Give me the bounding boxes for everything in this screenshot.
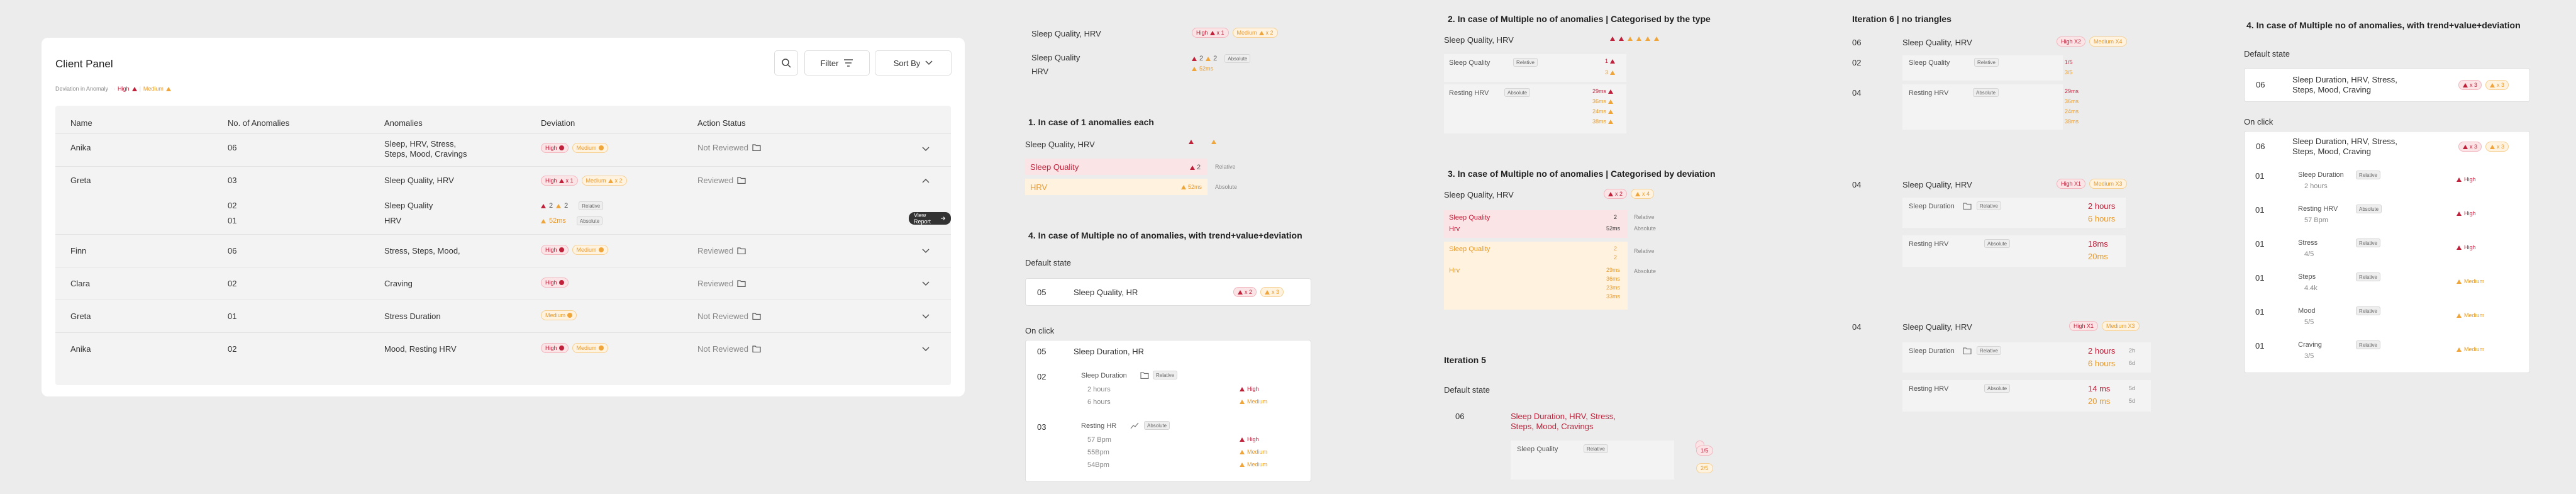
case3-high-block: Sleep Quality Hrv 2 52ms xyxy=(1444,210,1628,238)
legend-label: Deviation in Anomaly xyxy=(55,86,109,92)
action-status: Not Reviewed xyxy=(697,143,761,152)
anomaly-count: 06 xyxy=(228,246,237,255)
table-row[interactable] xyxy=(55,267,951,300)
medium-pill: Medium xyxy=(572,143,608,153)
anomaly-list: Sleep Quality, HRV xyxy=(384,176,454,185)
medium-triangle-icon xyxy=(2457,347,2462,352)
strip-ms: 52ms xyxy=(1192,65,1213,72)
item-label: Mood xyxy=(2298,307,2316,315)
medium-pill: Medium xyxy=(541,310,577,320)
client-panel xyxy=(42,38,965,396)
item-tag: Absolute xyxy=(2356,205,2382,213)
high-triangle-icon xyxy=(2457,245,2462,250)
sub-label: Sleep Quality xyxy=(384,201,433,210)
medium-dot-icon xyxy=(599,345,604,351)
item-value: 4/5 xyxy=(2304,250,2314,258)
item-tag: Relative xyxy=(2356,239,2380,247)
sub-count: 01 xyxy=(228,216,237,225)
on-click-label: On click xyxy=(2244,117,2273,126)
item-tag: Relative xyxy=(2356,272,2380,281)
high-triangle-icon xyxy=(132,87,137,91)
relative-note: Relative xyxy=(1634,214,1655,220)
iter6-sleep-duration: Sleep Duration Relative 2 hours 6 hours 2h 6d xyxy=(1902,342,2151,373)
deviation-pills xyxy=(541,143,608,153)
table-row-expanded[interactable] xyxy=(55,166,951,234)
medium-pill: x 3 xyxy=(2485,80,2509,90)
iter6-pills xyxy=(2057,179,2127,189)
case2-triangles xyxy=(1610,36,1659,41)
filter-icon xyxy=(843,59,853,67)
col-header-anomalies: Anomalies xyxy=(384,118,423,128)
absolute-tag: Absolute xyxy=(1224,54,1250,63)
medium-pill: Medium x 2 xyxy=(582,176,627,186)
item-count: 01 xyxy=(2255,341,2265,351)
table-row[interactable] xyxy=(55,332,951,365)
item-count: 01 xyxy=(2255,171,2265,181)
item-level: High xyxy=(2457,244,2476,250)
action-status: Reviewed xyxy=(697,279,746,288)
anomaly-count: 03 xyxy=(228,176,237,185)
case4b-default-card[interactable]: 06 Sleep Duration, HRV, Stress, Steps, Mood, Craving x 3 x 3 xyxy=(2244,68,2530,102)
anomaly-item xyxy=(2244,271,2530,302)
iter5-list: Sleep Duration, HRV, Stress, Steps, Mood, Cravings xyxy=(1511,412,1616,431)
filter-button[interactable] xyxy=(804,50,870,76)
medium-triangle-icon xyxy=(1206,57,1211,61)
medium-pill: Medium X4 xyxy=(2089,36,2127,47)
case4a-open-card[interactable]: 05 Sleep Duration, HR 02 Sleep Duration Relative 2 hours 6 hours High Medium 03 Resting HR Absolute 57 Bpm 55Bpm 54Bpm High Medium Medium xyxy=(1025,340,1311,482)
folder-icon xyxy=(752,313,761,320)
col-header-deviation: Deviation xyxy=(541,118,575,128)
folder-icon xyxy=(737,280,746,287)
medium-dot-icon xyxy=(567,313,572,318)
medium-pill: Medium X3 xyxy=(2089,179,2127,189)
sort-label: Sort By xyxy=(893,58,921,68)
anomaly-list: Stress Duration xyxy=(384,312,441,321)
item-tag: Relative xyxy=(2356,306,2380,315)
case1-row-medium: HRV 52ms xyxy=(1025,179,1208,195)
high-pill: High X1 xyxy=(2069,321,2098,331)
item-value: 5/5 xyxy=(2304,318,2314,326)
case3-title: Sleep Quality, HRV xyxy=(1444,190,1514,199)
folder-icon xyxy=(752,144,761,151)
strip-values: 2 2 Absolute xyxy=(1192,54,1250,63)
high-triangle-icon xyxy=(2457,211,2462,216)
deviation-pills xyxy=(541,343,608,353)
sub-label: HRV xyxy=(384,216,402,225)
medium-dot-icon xyxy=(599,145,604,150)
high-dot-icon xyxy=(559,145,564,150)
high-triangle-icon xyxy=(1210,31,1215,35)
client-name: Clara xyxy=(70,279,91,288)
client-name: Anika xyxy=(70,344,91,354)
item-level: Medium xyxy=(2457,312,2484,318)
strip-pills xyxy=(1192,28,1278,38)
case3-medium-block: Sleep Quality Hrv 2 2 29ms 36ms 23ms 33ms xyxy=(1444,242,1628,310)
sort-by-button[interactable] xyxy=(875,50,952,76)
anomaly-count: 02 xyxy=(228,344,237,354)
medium-pill: x 4 xyxy=(1631,189,1654,199)
anomaly-item xyxy=(2244,169,2530,200)
case2-title: Sleep Quality, HRV xyxy=(1444,35,1514,45)
iter5-count: 06 xyxy=(1455,412,1465,421)
high-pill: x 3 xyxy=(2458,80,2482,90)
high-pill: High x 1 xyxy=(541,176,578,186)
medium-triangle-icon xyxy=(541,219,546,223)
anomaly-list: Stress, Steps, Mood, xyxy=(384,246,460,255)
chevron-down-icon[interactable] xyxy=(922,249,930,254)
chevron-down-icon xyxy=(925,60,933,65)
item-count: 01 xyxy=(2255,307,2265,317)
high-pill: x 2 xyxy=(1233,287,1257,297)
relative-note: Relative xyxy=(1215,164,1236,170)
case4a-heading: 4. In case of Multiple no of anomalies, with trend+value+deviation xyxy=(1028,230,1302,240)
medium-pill: Medium xyxy=(572,245,608,255)
case1-triangles xyxy=(1189,140,1216,144)
medium-triangle-icon xyxy=(1181,185,1186,189)
anomaly-list: Mood, Resting HRV xyxy=(384,344,457,354)
medium-dot-icon xyxy=(599,247,604,252)
action-status: Reviewed xyxy=(697,246,746,255)
iter6-resting-hrv: Resting HRV Absolute 14 ms 20 ms 5d 5d xyxy=(1902,380,2151,412)
high-pill: High x 1 xyxy=(1192,28,1229,38)
folder-icon xyxy=(1140,372,1149,379)
deviation-pills xyxy=(541,245,608,255)
folder-icon xyxy=(752,345,761,352)
high-triangle-icon xyxy=(1189,140,1194,144)
medium-triangle-icon xyxy=(2457,279,2462,284)
medium-pill: x 3 xyxy=(2485,142,2509,152)
action-status: Not Reviewed xyxy=(697,344,761,354)
client-name: Finn xyxy=(70,246,87,255)
case1-row-high: Sleep Quality 2 xyxy=(1025,159,1208,175)
high-triangle-icon xyxy=(541,204,546,208)
high-pill: x 2 xyxy=(1604,189,1627,199)
case3-pills xyxy=(1604,189,1654,199)
chevron-down-icon[interactable] xyxy=(922,314,930,319)
item-label: Sleep Duration xyxy=(2298,171,2344,179)
case2-resting-hrv: Resting HRV Absolute 29ms 36ms 24ms 38ms xyxy=(1444,84,1626,133)
item-level: Medium xyxy=(2457,346,2484,352)
sub-deviation: 52ms Absolute xyxy=(541,216,602,225)
action-status: Reviewed xyxy=(697,176,746,185)
anomaly-count: 01 xyxy=(228,312,237,321)
medium-triangle-icon xyxy=(1192,67,1197,71)
client-name: Greta xyxy=(70,312,91,321)
item-count: 01 xyxy=(2255,239,2265,249)
legend-medium: Medium xyxy=(143,86,164,92)
folder-icon xyxy=(737,247,746,254)
high-pill: High X1 xyxy=(2057,179,2085,189)
folder-icon xyxy=(737,177,746,184)
anomaly-list: Craving xyxy=(384,279,413,288)
trend-chart-icon xyxy=(1130,422,1139,429)
legend-high: High xyxy=(118,86,130,92)
case1-heading: 1. In case of 1 anomalies each xyxy=(1028,117,1154,127)
case2-heading: 2. In case of Multiple no of anomalies | Categorised by the type xyxy=(1448,14,1711,24)
arrow-right-icon xyxy=(941,216,946,221)
search-icon xyxy=(781,58,791,68)
iter6-heading: Iteration 6 | no triangles xyxy=(1852,14,1951,24)
item-label: Stress xyxy=(2298,239,2318,247)
iter6-sleep-quality: Sleep Quality Relative 1/5 3/5 xyxy=(1902,55,2063,81)
default-state-label: Default state xyxy=(1025,258,1071,267)
item-value: 3/5 xyxy=(2304,352,2314,360)
iter6-sleep-duration: Sleep Duration Relative 2 hours 6 hours xyxy=(1902,198,2126,228)
high-pill: x 3 xyxy=(2458,142,2482,152)
iter6-pills xyxy=(2057,36,2127,47)
high-pill: High xyxy=(541,278,569,288)
item-level: High xyxy=(2457,210,2476,216)
case1-title: Sleep Quality, HRV xyxy=(1025,140,1095,149)
item-count: 01 xyxy=(2255,205,2265,215)
absolute-note: Absolute xyxy=(1215,184,1238,190)
col-header-name: Name xyxy=(70,118,92,128)
iter6-resting-hrv: Resting HRV Absolute 18ms 20ms xyxy=(1902,235,2126,267)
item-value: 4.4k xyxy=(2304,284,2318,292)
strip-title: Sleep Quality, HRV xyxy=(1031,29,1101,38)
iter5-value-medium: 2/5 xyxy=(1696,463,1713,473)
chevron-down-icon[interactable] xyxy=(922,281,930,286)
page-title: Client Panel xyxy=(55,58,113,70)
relative-tag: Relative xyxy=(1153,371,1177,379)
sub-deviation: 2 2 Relative xyxy=(541,201,603,210)
case2-sleep-quality: Sleep Quality Relative 1 3 xyxy=(1444,54,1626,82)
high-triangle-icon xyxy=(1190,166,1195,170)
iter5-value-high: 1/5 xyxy=(1696,446,1713,456)
high-pill: High xyxy=(541,343,569,353)
deviation-legend: Deviation in Anomaly · High | Medium xyxy=(55,86,171,92)
anomaly-item xyxy=(2244,237,2530,268)
chevron-up-icon[interactable] xyxy=(922,178,930,183)
iter6-resting-hrv: Resting HRV Absolute 29ms 36ms 24ms 38ms xyxy=(1902,84,2063,130)
client-name: Anika xyxy=(70,143,91,152)
search-button[interactable] xyxy=(774,50,798,76)
medium-triangle-icon xyxy=(1259,31,1264,35)
item-value: 57 Bpm xyxy=(2304,216,2328,224)
anomaly-item xyxy=(2244,305,2530,336)
iter5-heading: Iteration 5 xyxy=(1444,355,1486,365)
high-pill: High X2 xyxy=(2057,36,2085,47)
high-triangle-icon xyxy=(1192,57,1197,61)
on-click-label: On click xyxy=(1025,326,1055,335)
anomaly-count: 02 xyxy=(228,279,237,288)
deviation-pills xyxy=(541,278,569,288)
default-state-label: Default state xyxy=(1444,385,1490,395)
case4a-default-card[interactable]: 05 Sleep Quality, HR x 2 x 3 xyxy=(1025,278,1311,306)
high-triangle-icon xyxy=(559,179,564,183)
iter6-pills xyxy=(2069,321,2140,331)
relative-tag: Relative xyxy=(579,201,603,210)
case4b-heading: 4. In case of Multiple no of anomalies, with trend+value+deviation xyxy=(2246,20,2521,30)
medium-triangle-icon xyxy=(166,87,171,91)
absolute-note: Absolute xyxy=(1634,268,1657,274)
high-dot-icon xyxy=(559,247,564,252)
item-count: 01 xyxy=(2255,273,2265,283)
medium-triangle-icon xyxy=(2457,313,2462,318)
item-label: Craving xyxy=(2298,341,2322,349)
item-label: Steps xyxy=(2298,273,2316,281)
action-status: Not Reviewed xyxy=(697,312,761,321)
folder-icon xyxy=(1963,347,1972,354)
high-pill: High xyxy=(541,245,569,255)
anomaly-item xyxy=(2244,203,2530,234)
deviation-pills xyxy=(541,310,577,320)
filter-label: Filter xyxy=(820,58,839,68)
high-dot-icon xyxy=(559,345,564,351)
table-row[interactable] xyxy=(55,234,951,267)
absolute-tag: Absolute xyxy=(577,216,602,225)
case4b-open-card[interactable]: 06 Sleep Duration, HRV, Stress, Steps, Mood, Craving x 3 x 3 xyxy=(2244,131,2530,373)
medium-pill: Medium xyxy=(572,343,608,353)
anomaly-item xyxy=(2244,339,2530,370)
relative-note: Relative xyxy=(1634,248,1655,254)
item-tag: Relative xyxy=(2356,171,2380,179)
high-dot-icon xyxy=(559,280,564,285)
medium-triangle-icon xyxy=(608,179,613,183)
strip-label: Sleep Quality xyxy=(1031,53,1080,62)
anomaly-count: 06 xyxy=(228,143,237,152)
iter5-sleep-quality: Sleep Quality Relative xyxy=(1511,441,1674,480)
default-state-label: Default state xyxy=(2244,49,2290,59)
medium-pill: Medium X3 xyxy=(2102,321,2140,331)
case3-heading: 3. In case of Multiple no of anomalies | Categorised by deviation xyxy=(1448,169,1716,179)
chevron-down-icon[interactable] xyxy=(922,147,930,152)
item-label: Resting HRV xyxy=(2298,205,2338,213)
deviation-pills xyxy=(541,176,627,186)
table-row[interactable] xyxy=(55,300,951,332)
client-name: Greta xyxy=(70,176,91,185)
view-report-button[interactable]: View Report xyxy=(909,212,951,225)
absolute-note: Absolute xyxy=(1634,225,1657,232)
folder-icon xyxy=(1963,203,1972,210)
item-tag: Relative xyxy=(2356,340,2380,349)
sub-count: 02 xyxy=(228,201,237,210)
item-level: Medium xyxy=(2457,278,2484,284)
medium-pill: Medium x 2 xyxy=(1233,28,1278,38)
col-header-count: No. of Anomalies xyxy=(228,118,290,128)
medium-triangle-icon xyxy=(556,204,561,208)
strip-label: HRV xyxy=(1031,67,1049,76)
item-value: 2 hours xyxy=(2304,182,2328,190)
high-pill: High xyxy=(541,143,569,153)
medium-triangle-icon xyxy=(1211,140,1216,144)
table-row[interactable] xyxy=(55,133,951,166)
item-level: High xyxy=(2457,176,2476,182)
absolute-tag: Absolute xyxy=(1144,421,1170,430)
medium-pill: x 3 xyxy=(1260,287,1284,297)
high-triangle-icon xyxy=(2457,177,2462,182)
col-header-status: Action Status xyxy=(697,118,746,128)
anomaly-list: Sleep, HRV, Stress, Steps, Mood, Cravings xyxy=(384,139,467,159)
chevron-down-icon[interactable] xyxy=(922,347,930,352)
